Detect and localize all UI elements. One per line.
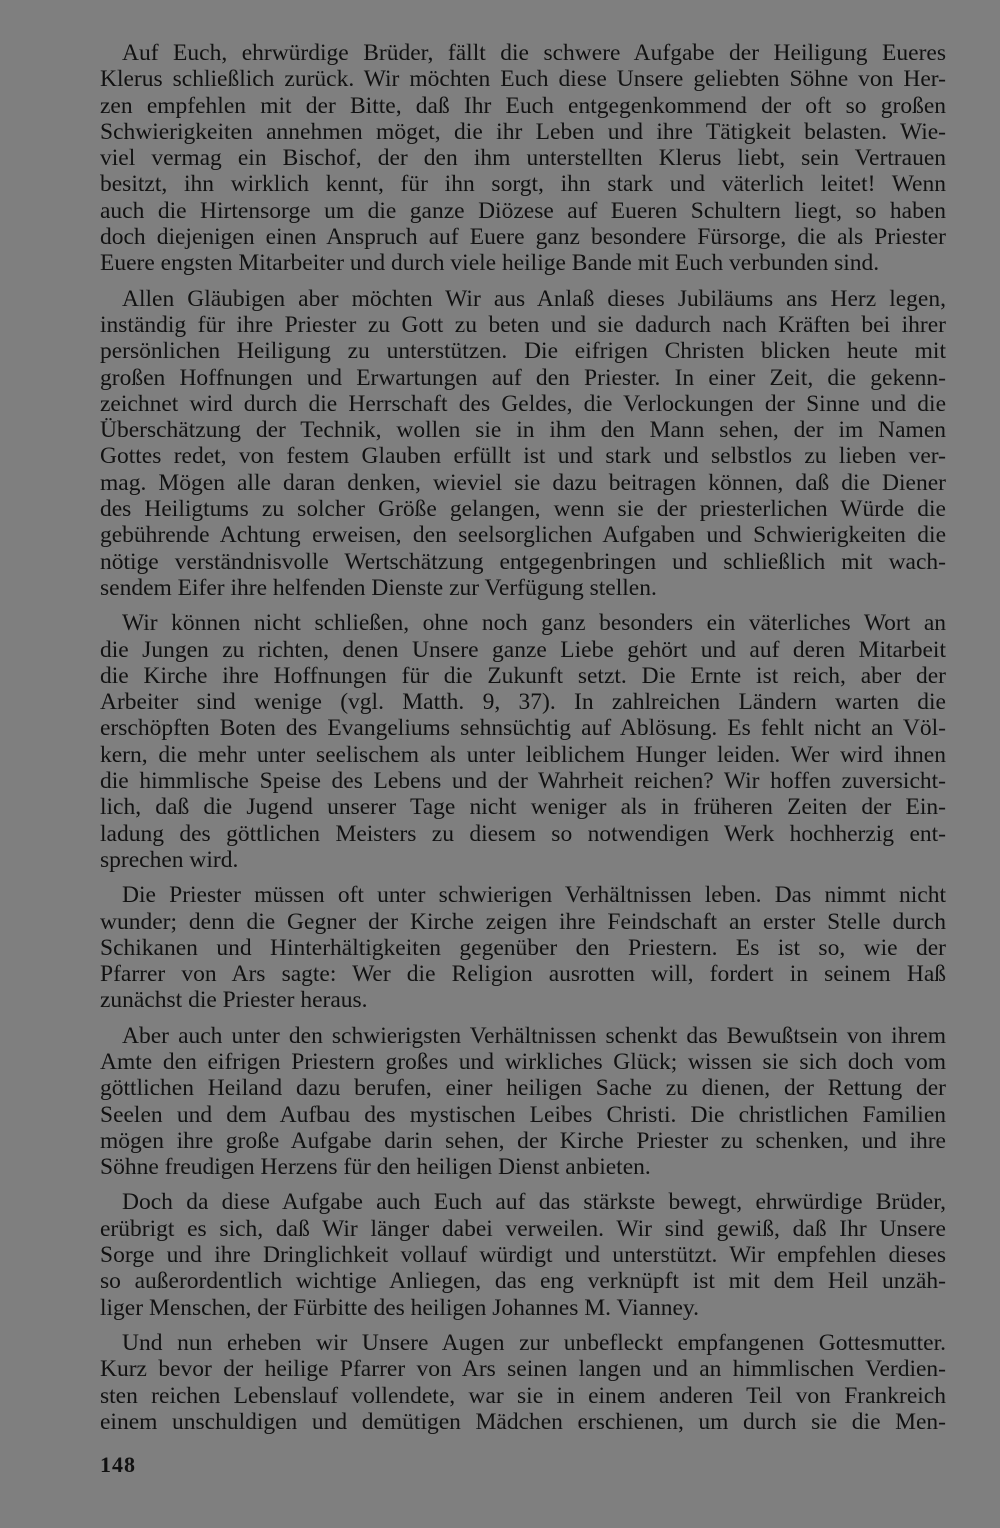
text-line: doch diejenigen einen Anspruch auf Euere ganz besondere Fürsorge, die als Priester [100, 224, 946, 251]
page-body [100, 40, 946, 1444]
text-line: zunächst die Priester heraus. [100, 987, 368, 1014]
text-line: mögen ihre große Aufgabe darin sehen, der Kirche Priester zu schenken, und ihre [100, 1127, 946, 1154]
text-line: viel vermag ein Bischof, der den ihm unterstellten Klerus liebt, sein Vertrauen [100, 145, 946, 172]
text-line: Auf Euch, ehrwürdige Brüder, fällt die schwere Aufgabe der Heiligung Eueres [122, 40, 946, 66]
text-line: Euere engsten Mitarbeiter und durch viele heilige Bande mit Euch verbunden sind. [100, 250, 880, 277]
text-line: Amte den eifrigen Priestern großes und wirkliches Glück; wissen sie sich doch vom [100, 1048, 946, 1075]
text-line: Aber auch unter den schwierigsten Verhältnissen schenkt das Bewußtsein von ihrem [122, 1022, 946, 1049]
text-line: Überschätzung der Technik, wollen sie in ihm den Mann sehen, der im Namen [100, 417, 946, 444]
text-line: persönlichen Heiligung zu unterstützen. Die eifrigen Christen blicken heute mit [100, 338, 946, 365]
text-line: des Heiligtums zu solcher Größe gelangen, wenn sie der priesterlichen Würde die [100, 496, 946, 523]
text-line: sendem Eifer ihre helfenden Dienste zur Verfügung stellen. [100, 574, 657, 601]
text-line: Und nun erheben wir Unsere Augen zur unbefleckt empfangenen Gottesmutter. [122, 1329, 946, 1356]
text-line: lich, daß die Jugend unserer Tage nicht weniger als in früheren Zeiten der Ein- [100, 794, 946, 821]
text-line: Schikanen und Hinterhältigkeiten gegenüber den Priestern. Es ist so, wie der [100, 934, 946, 961]
text-line: Die Priester müssen oft unter schwierigen Verhältnissen leben. Das nimmt nicht [122, 882, 946, 909]
text-line: Arbeiter sind wenige (vgl. Matth. 9, 37). In zahlreichen Ländern warten die [100, 689, 946, 716]
text-line: einem unschuldigen und demütigen Mädchen erschienen, um durch sie die Men- [100, 1408, 946, 1435]
text-line: die Jungen zu richten, denen Unsere ganze Liebe gehört und auf deren Mitarbeit [100, 636, 946, 663]
text-line: zeichnet wird durch die Herrschaft des Geldes, die Verlockungen der Sinne und die [100, 390, 946, 417]
text-line: erschöpften Boten des Evangeliums sehnsüchtig auf Ablösung. Es fehlt nicht an Völ- [100, 715, 946, 742]
paragraph [100, 40, 946, 277]
text-line: besitzt, ihn wirklich kennt, für ihn sorgt, ihn stark und väterlich leitet! Wenn [100, 171, 946, 198]
text-line: Pfarrer von Ars sagte: Wer die Religion ausrotten will, fordert in seinem Haß [100, 961, 946, 988]
text-line: großen Hoffnungen und Erwartungen auf den Priester. In einer Zeit, die gekenn- [100, 364, 946, 391]
paragraph [100, 610, 946, 873]
text-line: Söhne freudigen Herzens für den heiligen Dienst anbieten. [100, 1154, 651, 1181]
text-line: sten reichen Lebenslauf vollendete, war sie in einem anderen Teil von Frankreich [100, 1382, 946, 1409]
text-line: Kurz bevor der heilige Pfarrer von Ars seinen langen und an himmlischen Verdien- [100, 1356, 946, 1383]
text-line: Seelen und dem Aufbau des mystischen Leibes Christi. Die christlichen Familien [100, 1101, 946, 1128]
text-line: erübrigt es sich, daß Wir länger dabei verweilen. Wir sind gewiß, daß Ihr Unsere [100, 1215, 946, 1242]
text-line: so außerordentlich wichtige Anliegen, das eng verknüpft ist mit dem Heil unzäh- [100, 1268, 946, 1295]
text-line: die himmlische Speise des Lebens und der Wahrheit reichen? Wir hoffen zuversicht- [100, 768, 946, 795]
paragraph [100, 1023, 946, 1181]
text-line: kern, die mehr unter seelischem als unter leiblichem Hunger leiden. Wer wird ihnen [100, 741, 946, 768]
text-line: göttlichen Heiland dazu berufen, einer heiligen Sache zu dienen, der Rettung der [100, 1075, 946, 1102]
text-line: auch die Hirtensorge um die ganze Diözese auf Eueren Schultern liegt, so haben [100, 197, 946, 224]
text-line: Gottes redet, von festem Glauben erfüllt ist und stark und selbstlos zu lieben ver- [100, 443, 946, 470]
text-line: Wir können nicht schließen, ohne noch ganz besonders ein väterliches Wort an [122, 610, 946, 637]
text-line: inständig für ihre Priester zu Gott zu beten und sie dadurch nach Kräften bei ihrer [100, 311, 946, 338]
paragraph [100, 286, 946, 602]
text-line: gebührende Achtung erweisen, den seelsorglichen Aufgaben und Schwierigkeiten die [100, 522, 946, 549]
text-line: Sorge und ihre Dringlichkeit vollauf würdigt und unterstützt. Wir empfehlen dieses [100, 1242, 946, 1269]
paragraph [100, 1189, 946, 1320]
text-line: Allen Gläubigen aber möchten Wir aus Anlaß dieses Jubiläums ans Herz legen, [122, 285, 946, 312]
paragraph [100, 1330, 946, 1435]
text-line: Doch da diese Aufgabe auch Euch auf das stärkste bewegt, ehrwürdige Brüder, [122, 1189, 946, 1216]
paragraph [100, 882, 946, 1013]
text-line: zen empfehlen mit der Bitte, daß Ihr Euch entgegenkommend der oft so großen [100, 92, 946, 119]
page-number: 148 [100, 1452, 136, 1477]
text-line: ladung des göttlichen Meisters zu diesem so notwendigen Werk hochherzig ent- [100, 820, 946, 847]
text-line: nötige verständnisvolle Wertschätzung entgegenbringen und schließlich mit wach- [100, 548, 946, 575]
text-line: wunder; denn die Gegner der Kirche zeigen ihre Feindschaft an erster Stelle durch [100, 908, 946, 935]
text-line: mag. Mögen alle daran denken, wieviel sie dazu beitragen können, daß die Diener [100, 469, 946, 496]
text-line: Schwierigkeiten annehmen möget, die ihr Leben und ihre Tätigkeit belasten. Wie- [100, 118, 946, 145]
text-line: die Kirche ihre Hoffnungen für die Zukunft setzt. Die Ernte ist reich, aber der [100, 662, 946, 689]
text-line: liger Menschen, der Fürbitte des heiligen Johannes M. Vianney. [100, 1294, 700, 1321]
text-line: Klerus schließlich zurück. Wir möchten Euch diese Unsere geliebten Söhne von Her- [100, 66, 946, 93]
text-line: sprechen wird. [100, 846, 239, 873]
